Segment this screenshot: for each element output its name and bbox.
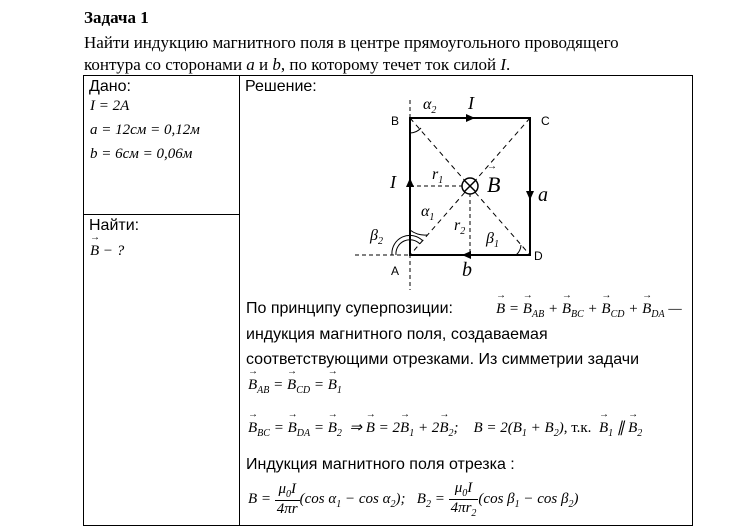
current-top-label: I — [468, 93, 474, 113]
given-label: Дано: — [89, 78, 131, 95]
arc-alpha1 — [410, 230, 427, 235]
corner-a-label: A — [391, 264, 400, 278]
solution-label: Решение: — [245, 78, 317, 95]
side-b-label: b — [462, 259, 472, 281]
given-current: I = 2A — [90, 98, 130, 114]
alpha1-label: $\alpha_1$ — [421, 203, 435, 224]
beta1-label: $\beta_1$ — [486, 230, 499, 251]
arrow-right-icon — [526, 191, 534, 200]
task-statement: Найти индукцию магнитного поля в центре прямоугольного проводящего контура со сторонами a и b, по которому течет ток силой I. — [84, 33, 619, 74]
arrow-left-icon — [406, 178, 414, 187]
induction-text: индукция магнитного поля, создаваемая — [246, 326, 548, 343]
arc-beta1 — [516, 245, 521, 255]
superposition-equation: → B = → $B_{AB}$ + → $B_{BC}$ + → $B_{CD}$ + → $B_{DA}$ — — [496, 301, 682, 320]
given-side-b: b = 6см = 0,06м — [90, 146, 193, 162]
given-side-a: a = 12см = 0,12м — [90, 122, 200, 138]
find-label: Найти: — [89, 217, 140, 234]
arc-beta2-b — [392, 235, 423, 255]
alpha2-label: $\alpha_2$ — [423, 96, 437, 117]
side-a-label: a — [538, 184, 548, 206]
field-label: → B — [487, 172, 500, 198]
corner-c-label: C — [541, 114, 550, 128]
symmetry-equation-2: → $B_{BC}$ = → $B_{DA}$ = → $B_2$ ⇒ → $B = 2\to B_1 + 2\to B_2$; $B = 2(B_1 + B_2)$, т.к. → $B_1$ ∥ → $B_2$ — [248, 418, 642, 439]
segment-field-equation: B = $\frac{\mu_0I}{4\pi r}$ (cos $\alpha_1 - \cos \alpha_2$); $B_2$ = $\frac{\mu_0I}{4\pi r_2}$ (cos $\beta_1 - \cos \beta_2$) — [248, 480, 579, 519]
find-cell — [84, 215, 240, 526]
superposition-text: По принципу суперпозиции: — [246, 300, 453, 317]
beta2-label: $\beta_2$ — [370, 227, 383, 248]
r2-label: $r_2$ — [454, 217, 466, 238]
corner-b-label: B — [391, 114, 400, 128]
task-title: Задача 1 — [84, 8, 149, 27]
arrow-bottom-icon — [462, 251, 471, 259]
symmetry-text: соответствующими отрезками. Из симметрии задачи — [246, 351, 640, 368]
segment-field-text: Индукция магнитного поля отрезка : — [246, 456, 515, 473]
arrow-top-icon — [466, 114, 475, 122]
symmetry-equation-1: → $B_{AB}$ = → $B_{CD}$ = → $B_1$ — [248, 377, 342, 396]
given-cell — [84, 76, 240, 215]
corner-d-label: D — [534, 249, 543, 263]
find-value: → B − ? — [90, 243, 124, 260]
r1-label: $r_1$ — [432, 166, 444, 187]
current-left-label: I — [390, 172, 396, 192]
arc-alpha2 — [410, 128, 421, 133]
